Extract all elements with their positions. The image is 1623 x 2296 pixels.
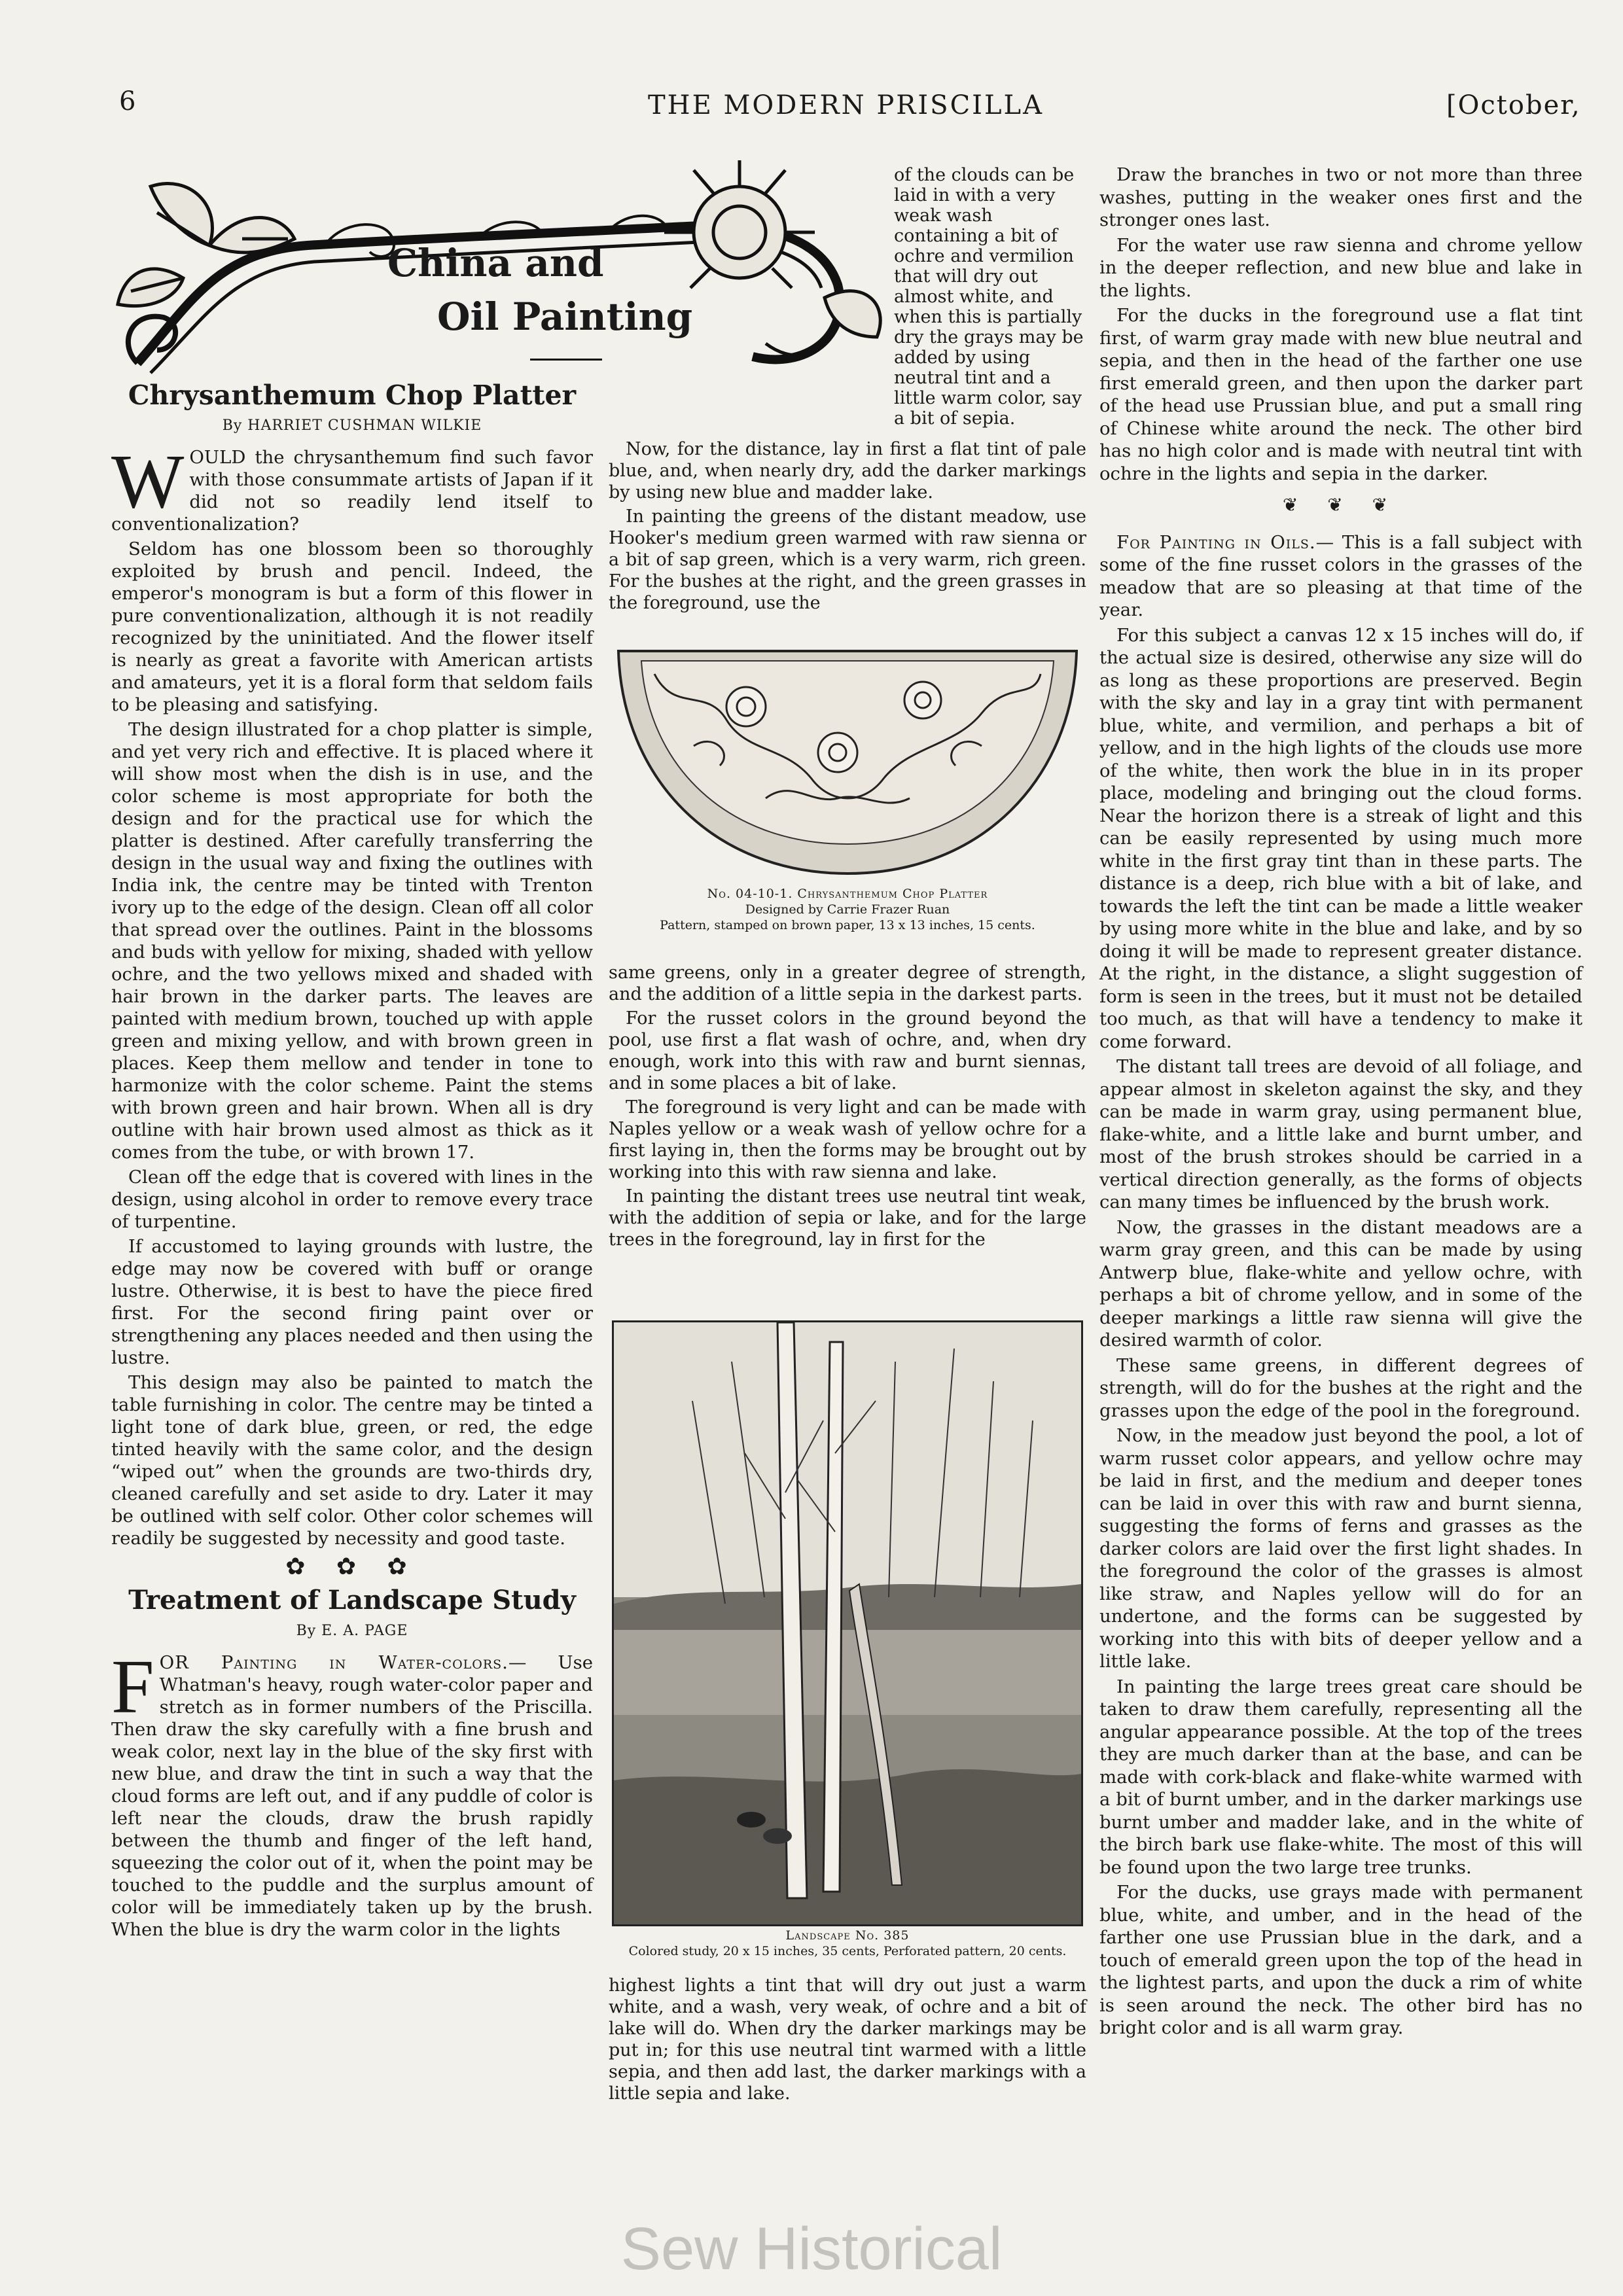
oils-p4: Now, the grasses in the distant meadows are a warm gray green, and this can be made by using Antwerp blue, flake-white and yellow ochre, with perhaps a bit of chrome yellow, and in some of the deeper markings a little raw sienna will give the desired warmth of color. — [1099, 1216, 1582, 1351]
platter-flower-right — [904, 682, 941, 718]
article2-dropcap: F — [111, 1644, 154, 1729]
col2-top-text: of the clouds can be laid in with a very weak wash containing a bit of ochre and vermilion that will dry out almost white, and when this is partially dry the grays may be added by using neutral tint and a little warm color, say a bit of sepia. — [894, 165, 1084, 429]
article2-title: Treatment of Landscape Study — [128, 1585, 576, 1616]
col2-p2: Now, for the distance, lay in first a flat tint of pale blue, and, when nearly dry, add the darker markings by using new blue and madder lake. — [609, 439, 1086, 503]
oils-p6: Now, in the meadow just beyond the pool, a lot of warm russet color appears, and yellow ochre may be laid in first, and the medium and deeper tones can be laid in over this with raw and burnt sienna, suggesting the forms of ferns and grasses as the darker colors are laid over the first light shades. In the foreground the color of the grasses is almost like straw, and Naples yellow will do for an undertone, and the forms can be suggested by working into this with bits of deeper yellow and a little lake. — [1099, 1425, 1582, 1672]
oils-lead-in: For Painting in Oils. — [1116, 531, 1316, 553]
platter-caption-line2: Designed by Carrie Frazer Ruan — [745, 902, 950, 917]
landscape-caption — [609, 1928, 1086, 1959]
magazine-title: THE MODERN PRISCILLA — [648, 90, 1044, 120]
col3-p2: For the water use raw sienna and chrome yellow in the deeper reflection, and new blue and lake in the lights. — [1099, 234, 1582, 301]
oils-p3: The distant tall trees are devoid of all foliage, and appear almost in skeleton against the sky, and they can be made in warm gray, using permanent blue, flake-white, and a little lake and burnt umber, and most of the brush strokes should be carried in a vertical direction generally, as the forms of objects can many times be influenced by the brush work. — [1099, 1056, 1582, 1212]
section-divider-ornament: ✿ ✿ ✿ — [285, 1553, 419, 1580]
platter-caption — [609, 886, 1086, 933]
column-2-middle — [609, 962, 1086, 1253]
col2-p3: In painting the greens of the distant meadow, use Hooker's medium green warmed with raw sienna or a bit of sap green, which is a very warm, rich green. For the bushes at the right, and the green grasses in the foreground, use the — [609, 506, 1086, 613]
article1-p5: If accustomed to laying grounds with lustre, the edge may now be covered with buff or orange lustre. Otherwise, it is best to have the piece fired first. For the second firing paint over or strengthening any places needed and then using the lustre. — [111, 1236, 593, 1368]
article1-dropcap: W — [111, 438, 185, 524]
col2-p7: In painting the distant trees use neutral tint weak, with the addition of sepia or lake, and for the large trees in the foreground, lay in first for the — [609, 1186, 1086, 1250]
platter-flower-center — [818, 733, 857, 772]
duck-right — [763, 1828, 792, 1844]
article2-lead-in: OR Painting in Water-colors. — [159, 1652, 508, 1673]
column-2 — [609, 438, 1086, 616]
column-2-bottom — [609, 1975, 1086, 2107]
landscape-illustration — [612, 1320, 1083, 1926]
chop-platter-illustration — [615, 648, 1080, 880]
col2-p5: For the russet colors in the ground beyond the pool, use first a flat wash of ochre, and, when dry enough, work into this with raw and burnt siennas, and in some places a bit of lake. — [609, 1008, 1086, 1093]
section-title-line2: Oil Painting — [437, 294, 693, 339]
column-1 — [111, 380, 593, 1943]
section-title-line1: China and — [387, 241, 604, 285]
landscape-caption-line1: Landscape No. 385 — [785, 1928, 910, 1943]
title-rule — [530, 359, 602, 361]
article2-p1: — Use Whatman's heavy, rough water-color paper and stretch as in former numbers of the Priscilla. Then draw the sky carefully with a fine brush and weak color, next lay in the blue of the sky first with new blue, and draw the tint in such a way that the cloud forms are left out, and if any puddle of color is left near the clouds, draw the brush rapidly between the thumb and finger of the left hand, squeezing the color out of it, when the point may be touched to the puddle and the surplus amount of color will be immediately taken up by the brush. When the blue is dry the warm color in the lights — [111, 1652, 593, 1940]
column-3 — [1099, 164, 1582, 2042]
oils-divider-ornament: ❦ ❦ ❦ — [1282, 494, 1400, 516]
article1-p1: OULD the chrysanthemum find such favor with those consummate artists of Japan if it did not so readily lend itself to conventionalization? — [111, 447, 593, 535]
duck-left — [737, 1812, 766, 1828]
column-2-top-right — [894, 165, 1086, 431]
platter-flower-left — [726, 687, 766, 726]
page-number: 6 — [119, 86, 137, 116]
article1-p6: This design may also be painted to match the table furnishing in color. The centre may be tinted a light tone of dark blue, green, or red, the edge tinted heavily with the same color, and the design “wiped out” when the grounds are two-thirds dry, cleaned carefully and set aside to dry. Later it may be outlined with self color. Other color schemes will readily be suggested by necessity and good taste. — [111, 1372, 593, 1549]
watermark: Sew Historical — [620, 2216, 1003, 2282]
right-chrysanthemum — [664, 160, 880, 355]
landscape-caption-line2: Colored study, 20 x 15 inches, 35 cents, Perforated pattern, 20 cents. — [628, 1944, 1067, 1958]
col3-p1: Draw the branches in two or not more than three washes, putting in the weaker ones first and the stronger ones last. — [1099, 164, 1582, 230]
oils-p2: For this subject a canvas 12 x 15 inches will do, if the actual size is desired, otherwise any size will do as long as these proportions are preserved. Begin with the sky and lay in a gray tint with permanent blue, white, and vermilion, and perhaps a bit of yellow, and in the high lights of the clouds use more of the white, then work the blue in in its proper place, modeling and bringing out the cloud forms. Near the horizon there is a streak of light and this can be easily represented by using much more white in the first gray tint than in these parts. The distance is a deep, rich blue with a bit of lake, and towards the left the tint can be made a little weaker by using more white in the blue and lake, and by so doing it will be made to represent greater distance. At the right, in the distance, a slight suggestion of form is seen in the trees, but it must not be detailed too much, as that will have a tendency to make it come forward. — [1099, 624, 1582, 1052]
article1-byline: By HARRIET CUSHMAN WILKIE — [222, 417, 482, 434]
article1-p3: The design illustrated for a chop platter is simple, and yet very rich and effective. It is placed where it will show most when the dish is in use, and the color scheme is most appropriate for both the design and for the practical use for which the platter is destined. After carefully transferring the design in the usual way and fixing the outlines with India ink, the centre may be tinted with Trenton ivory up to the edge of the design. Clean off all color that spread over the outlines. Paint in the blossoms and buds with yellow for mixing, shaded with yellow ochre, and the two yellows mixed and shaded with hair brown in the darker parts. The leaves are painted with medium brown, touched up with apple green and mixing yellow, and with brown green in places. Keep them mellow and tender in tone to harmonize with the color scheme. Paint the stems with brown green and hair brown. When all is dry outline with hair brown used almost as thick as it comes from the tube, or with brown 17. — [111, 719, 593, 1163]
oils-p8: For the ducks, use grays made with permanent blue, white, and umber, and in the head of the farther one use Prussian blue in the dark, and a touch of emerald green upon the top of the head in the lightest parts, and upon the duck a rim of white is seen around the neck. The other bird has no bright color and is all warm gray. — [1099, 1882, 1582, 2038]
platter-caption-line3: Pattern, stamped on brown paper, 13 x 13 inches, 15 cents. — [660, 918, 1035, 932]
platter-caption-line1: No. 04-10-1. Chrysanthemum Chop Platter — [707, 887, 988, 901]
article1-title: Chrysanthemum Chop Platter — [128, 380, 577, 411]
article1-p2: Seldom has one blossom been so thoroughly exploited by brush and pencil. Indeed, the emperor's monogram is but a form of this flower in pure conventionalization, although it is not readily recognized by the uninitiated. And the flower itself is nearly as great a favorite with American artists and amateurs, yet it is a floral form that seldom fails to be pleasing and satisfying. — [111, 539, 593, 715]
issue-month: [October, — [1446, 90, 1581, 120]
oils-p1: — This is a fall subject with some of the fine russet colors in the grasses of the meadow that are so pleasing at that time of the year. — [1099, 531, 1582, 620]
col2-bottom-text: highest lights a tint that will dry out just a warm white, and a wash, very weak, of ochre and a bit of lake will do. When dry the darker markings may be put in; for this use neutral tint warmed with a little sepia, and then add last, the darker markings with a little sepia and lake. — [609, 1975, 1086, 2104]
col3-p3: For the ducks in the foreground use a flat tint first, of warm gray made with new blue neutral and sepia, and then in the head of the farther one use first emerald green, and then upon the darker part of the head use Prussian blue, and put a small ring of Chinese white around the neck. The other bird has no high color and is made with neutral tint with ochre in the lights and sepia in the darker. — [1099, 305, 1582, 484]
col2-p6: The foreground is very light and can be made with Naples yellow or a weak wash of yellow ochre for a first laying in, then the forms may be brought out by working into this with raw sienna and lake. — [609, 1097, 1086, 1182]
article1-p4: Clean off the edge that is covered with lines in the design, using alcohol in order to remove every trace of turpentine. — [111, 1167, 593, 1232]
col2-p4: same greens, only in a greater degree of strength, and the addition of a little sepia in the darkest parts. — [609, 963, 1086, 1004]
oils-p5: These same greens, in different degrees of strength, will do for the bushes at the right and the grasses upon the edge of the pool in the foreground. — [1099, 1354, 1582, 1421]
oils-p7: In painting the large trees great care should be taken to draw them carefully, representing all the angular appearance possible. At the top of the trees they are much darker than at the base, and can be made with cork-black and flake-white warmed with a bit of burnt umber, and in the darker markings use burnt umber and madder lake, and in the white of the birch bark use flake-white. The most of this will be found upon the two large tree trunks. — [1099, 1676, 1582, 1878]
article2-byline: By E. A. PAGE — [296, 1623, 408, 1639]
